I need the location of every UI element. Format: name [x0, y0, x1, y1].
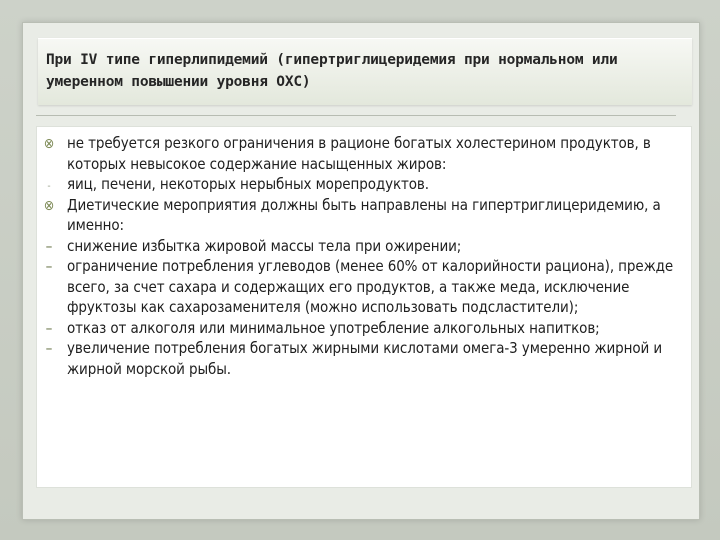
list-item-text: снижение избытка жировой массы тела при ожирении;: [67, 236, 462, 255]
list-item: [45, 236, 681, 257]
list-item: [43, 133, 681, 174]
dash-bullet-icon: –: [45, 257, 53, 275]
list-item: [43, 195, 681, 236]
list-item-text: ограничение потребления углеводов (менее 60% от калорийности рациона), прежде всего, за счет сахара и содержащих его продуктов, а также меда, исключение фруктозы как сахарозаменителя (можно использовать подсластители);: [67, 257, 674, 316]
list-item: [47, 174, 681, 195]
dash-bullet-icon: -: [47, 181, 51, 192]
list-item-text: отказ от алкоголя или минимальное употребление алкогольных напитков;: [67, 318, 600, 337]
title-box: [38, 38, 692, 105]
dash-bullet-icon: –: [45, 236, 53, 255]
list-item: [45, 338, 681, 379]
slide-title: При IV типе гиперлипидемий (гипертриглицеридемия при нормальном или умеренном повышении уровня ОХС): [46, 52, 618, 90]
circle-x-bullet-icon: ⊗: [43, 136, 55, 152]
bullet-list: [37, 127, 691, 379]
list-item-text: не требуется резкого ограничения в рационе богатых холестерином продуктов, в которых невысокое содержание насыщенных жиров:: [67, 134, 651, 173]
list-item: [45, 318, 681, 339]
content-box: [36, 126, 692, 488]
list-item-text: увеличение потребления богатых жирными кислотами омега-3 умеренно жирной и жирной морской рыбы.: [67, 339, 663, 378]
dash-bullet-icon: –: [45, 339, 53, 357]
circle-x-bullet-icon: ⊗: [43, 197, 55, 214]
list-item: [45, 256, 681, 318]
list-item-text: Диетические мероприятия должны быть направлены на гипертриглицеридемию, а именно:: [67, 195, 661, 234]
dash-bullet-icon: –: [45, 318, 53, 337]
list-item-text: яиц, печени, некоторых нерыбных морепродуктов.: [67, 175, 429, 193]
divider-line: [36, 115, 676, 116]
